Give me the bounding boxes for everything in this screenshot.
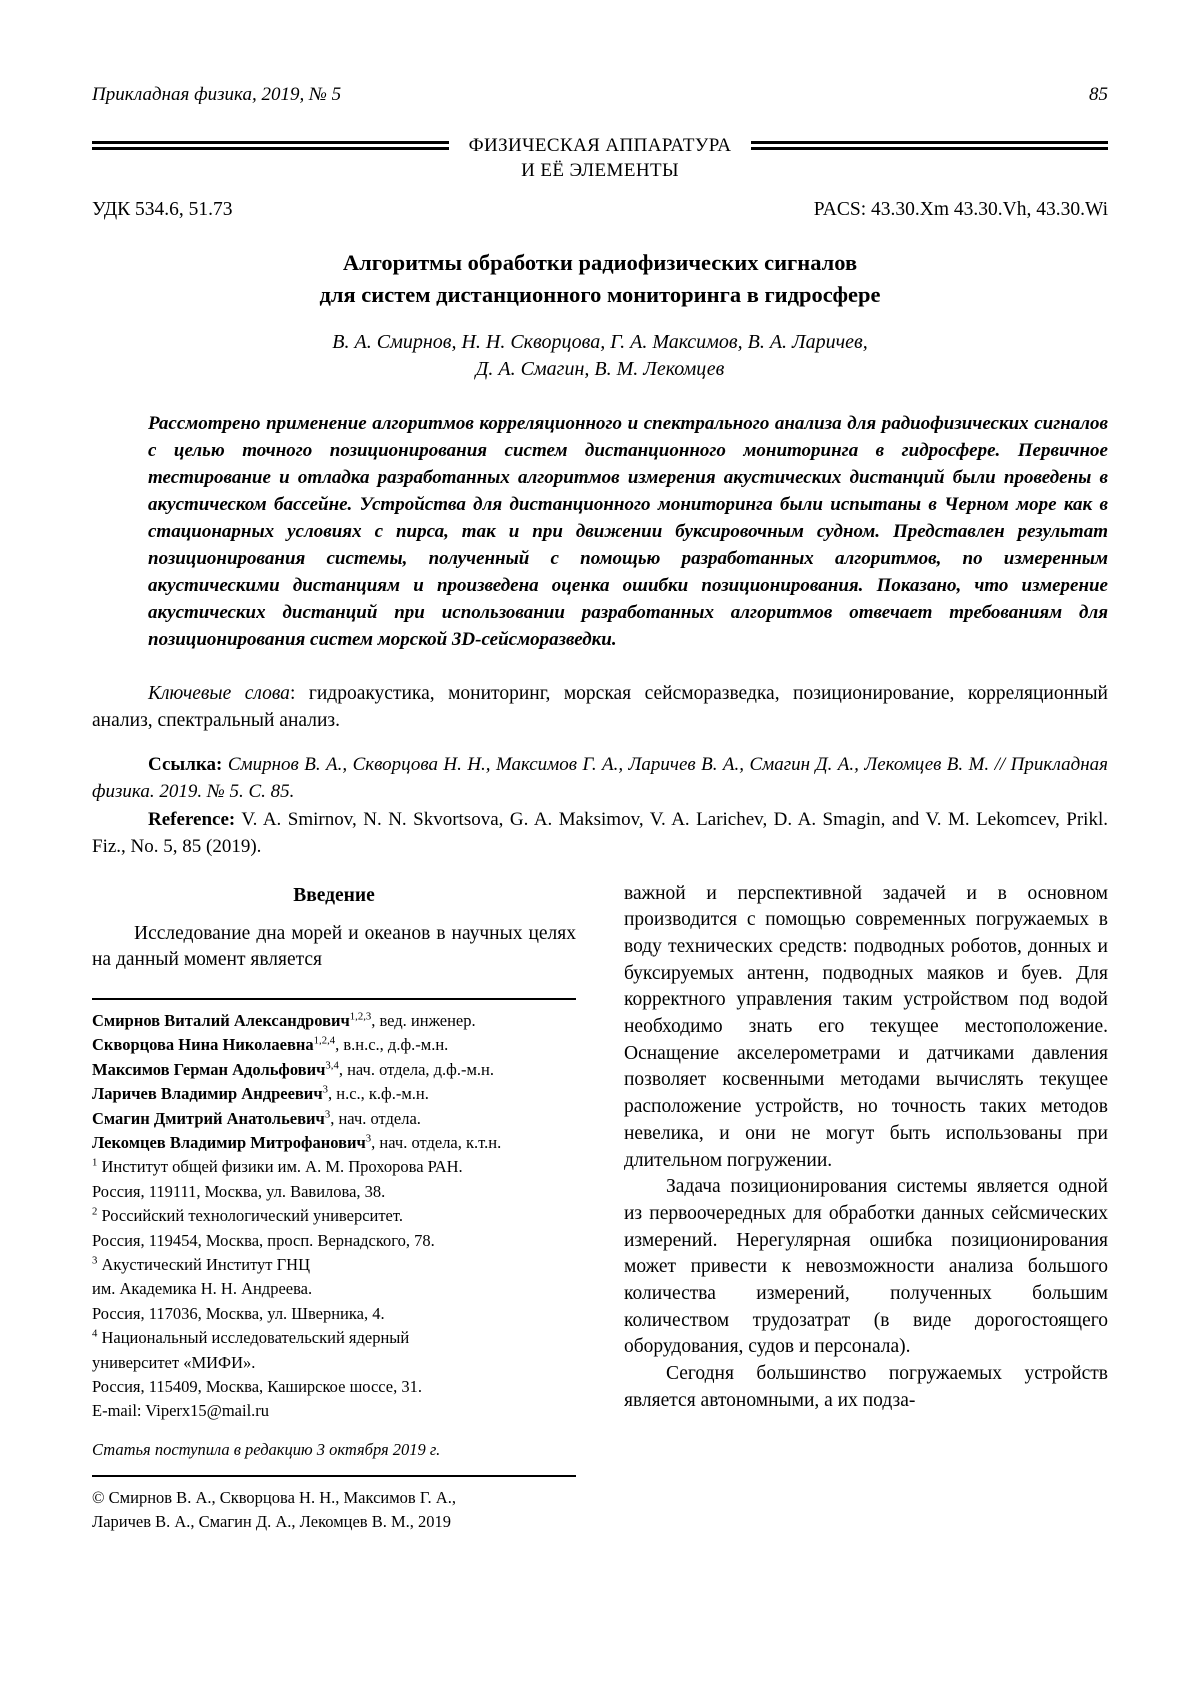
double-rule-right — [751, 141, 1108, 150]
keywords-label: Ключевые слова — [148, 682, 290, 704]
citation-ru — [92, 752, 1108, 805]
body-paragraph: важной и перспективной задачей и в основном производится с помощью современных погружаемых в воду технических средств: подводных роботов, донных и буксируемых антенн, подводных маяков и буев. Для корректного управления таким устройством под водой необходимо знать его текущее местоположение. Оснащение акселерометрами и датчиками давления позволяет косвенными методами вычислять текущее расположение устройств, но точность таких методов невелика, и они не могут быть использованы при длительном погружении. — [624, 882, 1108, 1171]
abstract: Рассмотрено применение алгоритмов корреляционного и спектрального анализа для радиофизических сигналов с целью точного позиционирования систем дистанционного мониторинга в гидросфере. Первичное тестирование и отладка разработанных алгоритмов измерения акустических дистанций были проведены в акустическом бассейне. Устройства для дистанционного мониторинга были испытаны в Черном море как в стационарных условиях с пирса, так и при движении буксировочным судном. Представлен результат позиционирования системы, полученный с помощью разработанных алгоритмов, по измеренным акустическими дистанциям и произведена оценка ошибки позиционирования. Показано, что измерение акустических дистанций при использовании разработанных алгоритмов отвечает требованиям для позиционирования систем морской 3D-сейсморазведки. — [148, 412, 1108, 650]
citation-en — [92, 807, 1108, 860]
footnote-person-line: Лекомцев Владимир Митрофанович$^3$, нач. отдела, к.т.н. — [92, 1132, 502, 1152]
footnote-block — [92, 998, 576, 1534]
superscript: 1,2,4 — [313, 1034, 336, 1047]
copyright-line2: Ларичев В. А., Смагин Д. А., Лекомцев В. М., 2019 — [92, 1512, 452, 1532]
affiliation-line: им. Академика Н. Н. Андреева. — [92, 1279, 313, 1299]
affiliation-line: Россия, 119111, Москва, ул. Вавилова, 38. — [92, 1181, 386, 1201]
keywords — [92, 680, 1108, 735]
section-banner-line1: ФИЗИЧЕСКАЯ АППАРАТУРА — [468, 134, 732, 156]
article-title — [92, 247, 1108, 311]
page-number: 85 — [1089, 84, 1108, 105]
footnote-person-line: Скворцова Нина Николаевна$^{1,2,4}$, в.н.с., д.ф.-м.н. — [92, 1034, 449, 1055]
article-title-line2: для систем дистанционного мониторинга в гидросфере — [319, 281, 881, 307]
copyright-line1: © Смирнов В. А., Скворцова Н. Н., Максимов Г. А., — [92, 1488, 456, 1508]
affiliation-line: $^2$ Российский технологический университет. — [92, 1205, 403, 1226]
affiliation-line: $^1$ Институт общей физики им. А. М. Прохорова РАН. — [92, 1156, 463, 1177]
footnote-person-line: Смагин Дмитрий Анатольевич$^3$, нач. отдела. — [92, 1108, 421, 1128]
superscript: 4 — [92, 1327, 98, 1340]
superscript: 1 — [92, 1156, 98, 1169]
affiliation-line: $^4$ Национальный исследовательский ядерный — [92, 1327, 410, 1348]
citation-ru-label: Ссылка: — [148, 754, 223, 776]
email-line: E-mail: Viperx15@mail.ru — [92, 1401, 270, 1421]
udk-code: УДК 534.6, 51.73 — [92, 198, 233, 220]
affiliation-line: Россия, 117036, Москва, ул. Шверника, 4. — [92, 1303, 385, 1323]
intro-paragraph: Исследование дна морей и океанов в научных целях на данный момент является — [92, 922, 576, 971]
authors-line1: В. А. Смирнов, Н. Н. Скворцова, Г. А. Максимов, В. А. Ларичев, — [332, 330, 868, 353]
running-header — [92, 84, 1108, 107]
authors — [92, 329, 1108, 383]
codes-row — [92, 199, 1108, 221]
section-heading-introduction: Введение — [293, 884, 375, 906]
footnote-person-line: Ларичев Владимир Андреевич$^3$, н.с., к.ф.-м.н. — [92, 1083, 429, 1104]
superscript: 2 — [92, 1205, 98, 1218]
section-banner-title — [449, 133, 752, 183]
left-column — [92, 881, 576, 1535]
superscript: 3 — [324, 1108, 331, 1121]
affiliation-line: Россия, 115409, Москва, Каширское шоссе, 31. — [92, 1377, 422, 1397]
superscript: 3,4 — [325, 1059, 339, 1072]
double-rule-left — [92, 141, 449, 150]
affiliation-line: $^3$ Акустический Институт ГНЦ — [92, 1254, 311, 1274]
keywords-text: : гидроакустика, мониторинг, морская сейсморазведка, позиционирование, корреляционный анализ, спектральный анализ. — [92, 682, 1108, 731]
journal-name: Прикладная физика, 2019, № 5 — [92, 84, 342, 105]
section-banner-line2: И ЕЁ ЭЛЕМЕНТЫ — [521, 159, 679, 181]
superscript: 3 — [92, 1254, 98, 1267]
authors-line2: Д. А. Смагин, В. М. Лекомцев — [475, 357, 725, 380]
superscript: 1,2,3 — [349, 1010, 372, 1023]
citation-en-text: V. A. Smirnov, N. N. Skvortsova, G. A. Maksimov, V. A. Larichev, D. A. Smagin, and V. M. Lekomcev, Prikl. Fiz., No. 5, 85 (2019). — [92, 809, 1108, 857]
article-title-line1: Алгоритмы обработки радиофизических сигналов — [342, 249, 858, 275]
footnote-person-line: Смирнов Виталий Александрович$^{1,2,3}$, вед. инженер. — [92, 1010, 476, 1030]
section-banner — [92, 133, 1108, 183]
affiliation-line: Россия, 119454, Москва, просп. Вернадского, 78. — [92, 1230, 435, 1250]
received-note: Статья поступила в редакцию 3 октября 2019 г. — [92, 1439, 441, 1459]
pacs-code: PACS: 43.30.Xm 43.30.Vh, 43.30.Wi — [813, 198, 1108, 220]
copyright-block — [92, 1475, 576, 1534]
superscript: 3 — [365, 1132, 372, 1145]
body-paragraph: Задача позиционирования системы является одной из первоочередных для обработки данных сейсмических измерений. Нерегулярная ошибка позиционирования может привести к невозможности анализа большого количества измерений, полученных большим количеством трудозатрат (в виде дорогостоящего оборудования, судов и персонала). — [624, 1176, 1108, 1358]
citation-en-label: Reference: — [148, 809, 236, 831]
right-column — [624, 881, 1108, 1535]
superscript: 3 — [322, 1083, 328, 1096]
footnote-person-line: Максимов Герман Адольфович$^{3,4}$, нач. отдела, д.ф.-м.н. — [92, 1059, 495, 1079]
two-column-body — [92, 881, 1108, 1535]
citation-ru-text: Смирнов В. А., Скворцова Н. Н., Максимов Г. А., Ларичев В. А., Смагин Д. А., Лекомцев В. М. // Прикладная физика. 2019. № 5. С. 85. — [92, 754, 1108, 802]
affiliation-line: университет «МИФИ». — [92, 1352, 256, 1372]
body-paragraph: Сегодня большинство погружаемых устройств является автономными, а их подза- — [624, 1363, 1108, 1411]
